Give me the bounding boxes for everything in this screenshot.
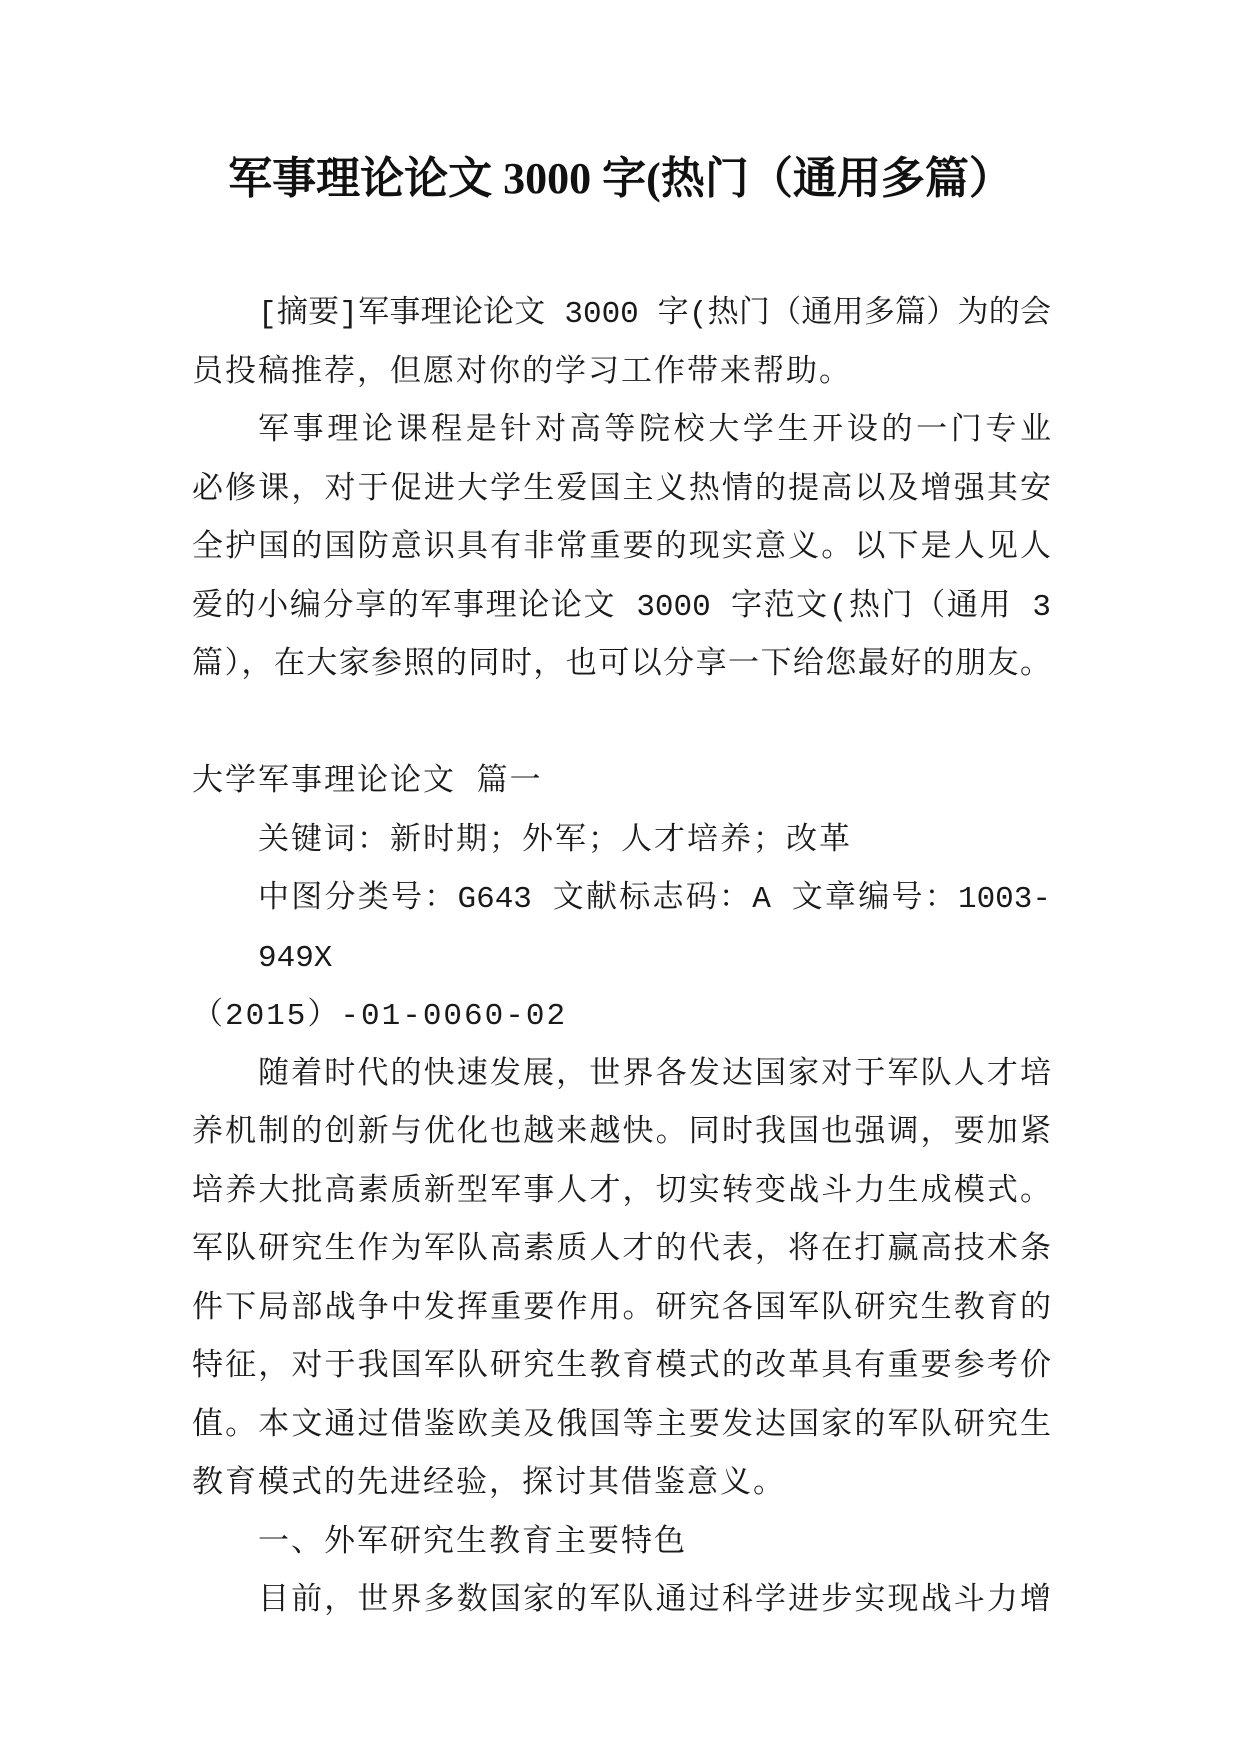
blank-line bbox=[192, 696, 1051, 755]
document-title: 军事理论论文 3000 字(热门（通用多篇） bbox=[228, 154, 1013, 203]
document-body bbox=[192, 286, 1051, 1632]
abstract-line: 员投稿推荐，但愿对你的学习工作带来帮助。 bbox=[192, 355, 852, 391]
paragraph-line: 养机制的创新与优化也越来越快。同时我国也强调，要加紧 bbox=[192, 1116, 1051, 1151]
paragraph-line: 值。本文通过借鉴欧美及俄国等主要发达国家的军队研究生 bbox=[192, 1408, 1051, 1444]
paragraph-line: 培养大批高素质新型军事人才，切实转变战斗力生成模式。 bbox=[192, 1174, 1051, 1210]
issue-line: （2015）-01-0060-02 bbox=[192, 999, 568, 1034]
keywords-line: 关键词：新时期；外军；人才培养；改革 bbox=[258, 823, 852, 859]
section-heading: 大学军事理论论文 篇一 bbox=[192, 765, 543, 800]
intro-line: 全护国的国防意识具有非常重要的现实意义。以下是人见人 bbox=[192, 531, 1051, 566]
abstract-line: [摘要]军事理论论文 3000 字(热门（通用多篇）为的会 bbox=[258, 297, 1051, 332]
paragraph-line: 随着时代的快速发展，世界各发达国家对于军队人才培 bbox=[258, 1057, 1051, 1093]
next-paragraph bbox=[192, 1573, 1051, 1632]
paragraph-line: 目前，世界多数国家的军队通过科学进步实现战斗力增 bbox=[258, 1584, 1051, 1619]
paragraph-line: 教育模式的先进经验，探讨其借鉴意义。 bbox=[192, 1467, 786, 1502]
body-paragraph bbox=[192, 1047, 1051, 1515]
paragraph-line: 军队研究生作为军队高素质人才的代表，将在打赢高技术条 bbox=[192, 1233, 1051, 1268]
intro-line: 篇），在大家参照的同时，也可以分享一下给您最好的朋友。 bbox=[192, 648, 1051, 683]
intro-line: 必修课，对于促进大学生爱国主义热情的提高以及增强其安 bbox=[192, 472, 1051, 508]
abstract-paragraph bbox=[192, 286, 1051, 403]
intro-line: 军事理论课程是针对高等院校大学生开设的一门专业 bbox=[258, 414, 1051, 449]
paragraph-line: 特征，对于我国军队研究生教育模式的改革具有重要参考价 bbox=[192, 1350, 1051, 1385]
section-subheading: 一、外军研究生教育主要特色 bbox=[258, 1525, 687, 1561]
classification-line: 中图分类号：G643 文献标志码：A 文章编号：1003-949X bbox=[258, 882, 1051, 976]
paragraph-line: 件下局部战争中发挥重要作用。研究各国军队研究生教育的 bbox=[192, 1291, 1051, 1327]
intro-paragraph bbox=[192, 403, 1051, 696]
intro-line: 爱的小编分享的军事理论论文 3000 字范文(热门（通用 3 bbox=[192, 589, 1051, 625]
